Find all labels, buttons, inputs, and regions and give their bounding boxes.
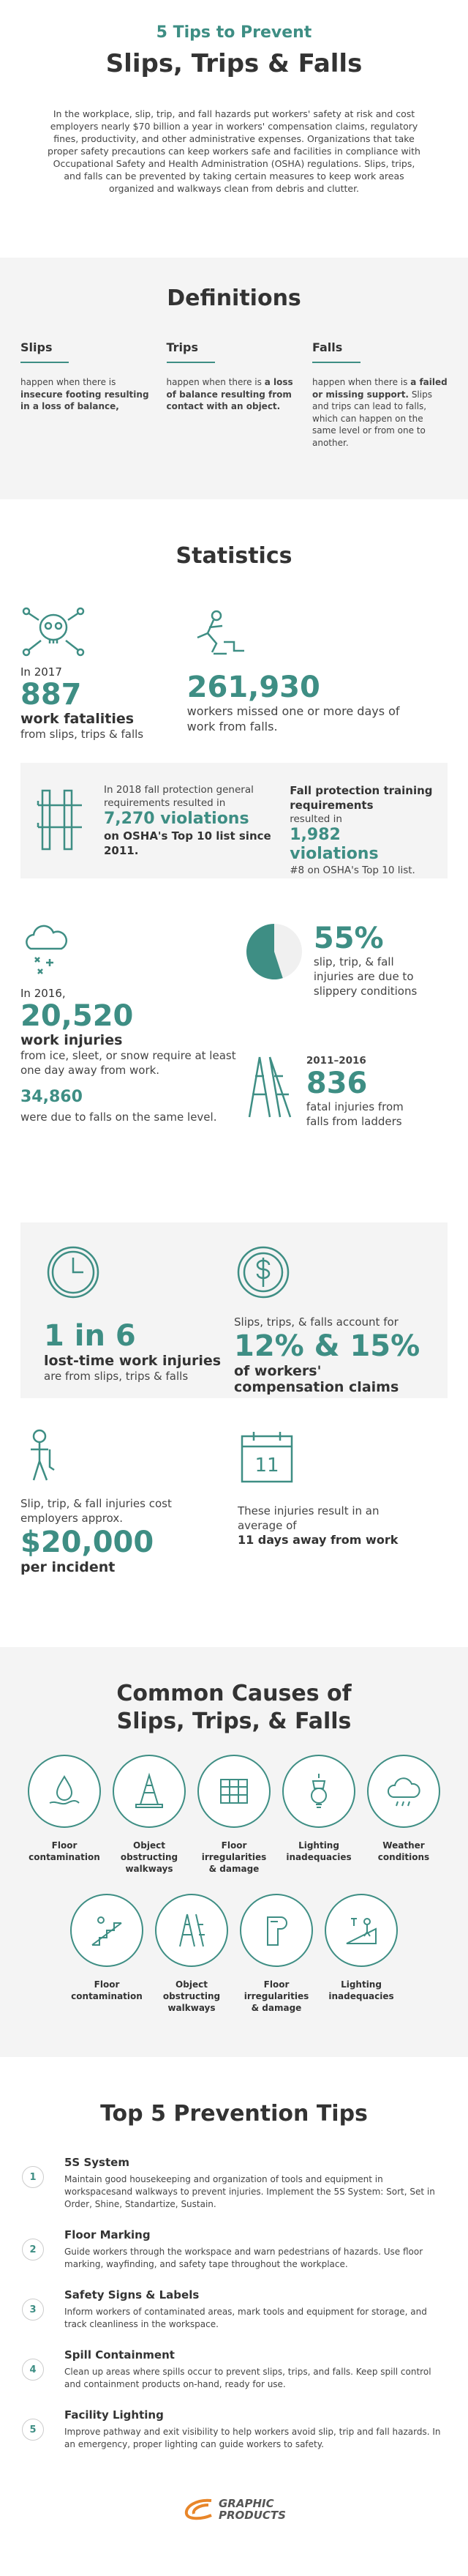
- tip-heading: Floor Marking: [64, 2228, 151, 2241]
- osha-left-number: 7,270 violations: [104, 810, 249, 828]
- tip-text: Improve pathway and exit visibility to help workers avoid slip, trip and fall hazards. In an emergency, proper lighting can guide workers to safety.: [64, 2427, 441, 2449]
- stat-year: In 2017: [20, 665, 62, 679]
- definition-slips: [20, 340, 156, 449]
- tip-item: [0, 2288, 468, 2331]
- osha-violations-box: [20, 763, 448, 878]
- svg-text:11: 11: [254, 1455, 279, 1476]
- tiles-icon: [214, 1771, 254, 1812]
- tip-number: 2: [22, 2239, 44, 2260]
- clock-icon: [44, 1243, 102, 1302]
- footer: [0, 2480, 468, 2539]
- stat-year: In 2016,: [20, 987, 66, 1000]
- osha-right-text: resulted in: [290, 813, 342, 825]
- causes-section: [0, 1647, 468, 2057]
- ramp-icon: [341, 1910, 382, 1951]
- stat-subtext-secondary: were due to falls on the same level.: [20, 1110, 217, 1124]
- injured-worker-icon: [20, 1427, 64, 1486]
- ladder-icon: [171, 1910, 212, 1951]
- cause-item: Floor contamination: [70, 1894, 143, 2014]
- tip-heading: Facility Lighting: [64, 2408, 164, 2422]
- osha-left-sub: on OSHA's Top 10 list since 2011.: [104, 829, 271, 857]
- osha-right-sub: #8 on OSHA's Top 10 list.: [290, 865, 415, 876]
- cause-item: Object obstructing walkways: [113, 1755, 186, 1875]
- spill-icon: [44, 1771, 85, 1812]
- dollar-coin-icon: [234, 1243, 292, 1302]
- logo-swoosh-icon: [182, 2496, 216, 2523]
- tip-text: Maintain good housekeeping and organization of tools and equipment in workspacesand walkways to prevent injuries. Implement the 5S System: Sort, Set in Order, Shine, Standartize, Sustain.: [64, 2174, 435, 2209]
- lost-time-box: [20, 1222, 448, 1398]
- stat-subtext: fatal injuries from falls from ladders: [306, 1100, 404, 1128]
- tip-item: [0, 2348, 468, 2391]
- definitions-title: Definitions: [167, 285, 301, 311]
- stat-number: 261,930: [186, 671, 320, 704]
- barrier-gate-icon: [35, 783, 94, 856]
- cause-item: Floor irregularities & damage: [197, 1755, 271, 1875]
- stat-number-secondary: 34,860: [20, 1088, 83, 1106]
- stat-text: These injuries result in an average of: [237, 1504, 380, 1532]
- definition-trips: [167, 340, 302, 449]
- ladder-icon: [245, 1054, 296, 1120]
- stat-number: $20,000: [20, 1526, 154, 1559]
- cause-item: Floor contamination: [28, 1755, 101, 1875]
- divider: [20, 362, 69, 363]
- mat-icon: [256, 1910, 297, 1951]
- definition-text: happen when there is a failed or missing support. Slips and trips can lead to falls, which can happen on the same level or from one to another.: [312, 377, 448, 448]
- definition-text: happen when there is insecure footing resulting in a loss of balance,: [20, 377, 149, 411]
- tip-number: 4: [22, 2359, 44, 2381]
- snow-cloud-icon: [20, 922, 72, 978]
- tip-text: Clean up areas where spills occur to prevent slips, trips, and falls. Keep spill control and containment products on-hand, ready for use.: [64, 2367, 431, 2389]
- stat-comp-claims: [234, 1243, 424, 1395]
- cause-item: Weather conditions: [367, 1755, 440, 1875]
- statistics-title: Statistics: [176, 543, 292, 569]
- stat-cost: [20, 1427, 238, 1647]
- bulb-icon: [298, 1771, 339, 1812]
- definition-falls: [312, 340, 448, 449]
- tip-item: [0, 2228, 468, 2271]
- tip-number: 5: [22, 2419, 44, 2441]
- falling-worker-icon: [187, 605, 246, 664]
- tip-text: Guide workers through the workspace and warn pedestrians of hazards. Use floor marking, wayfinding, and safety tape throughout the workplace.: [64, 2247, 423, 2269]
- stat-text: Slips, trips, & falls account for: [234, 1315, 399, 1329]
- causes-row: [0, 1894, 468, 2014]
- stat-label: of workers' compensation claims: [234, 1363, 399, 1395]
- definition-heading: Slips: [20, 340, 53, 354]
- header-section: [0, 0, 468, 220]
- stat-fatalities: [20, 605, 187, 741]
- page-title: Slips, Trips & Falls: [105, 49, 363, 78]
- cloud-icon: [383, 1771, 424, 1812]
- stat-number: 20,520: [20, 999, 134, 1033]
- causes-row: [0, 1755, 468, 1875]
- divider: [167, 362, 215, 363]
- pie-55-icon: [245, 922, 303, 981]
- intro-paragraph: In the workplace, slip, trip, and fall hazards put workers' safety at risk and cost employers nearly $70 billion a year in workers' compensation claims, regulatory fines, productivity, and other administrative expenses. Organizations that take proper safety precautions can keep workers safe and facilities in compliance with Occupational Safety and Health Administration (OSHA) regulations. Slips, trips, and falls can be prevented by taking certain measures to keep work areas organized and walkways clean from debris and clutter.: [48, 108, 420, 194]
- cause-item: Object obstructing walkways: [155, 1894, 228, 2014]
- stat-label: work injuries: [20, 1032, 123, 1048]
- stat-number: 55%: [313, 922, 384, 955]
- stat-subtext: from ice, sleet, or snow require at least one day away from work.: [20, 1049, 236, 1077]
- tip-text: Inform workers of contaminated areas, mark tools and equipment for storage, and track cleanliness in the workspace.: [64, 2307, 427, 2329]
- stat-lost-time: [44, 1243, 234, 1383]
- stat-subtext: from slips, trips & falls: [20, 728, 144, 741]
- cause-item: Lighting inadequacies: [325, 1894, 398, 2014]
- stat-slippery: [245, 922, 448, 1032]
- stat-text: Slip, trip, & fall injuries cost employers approx.: [20, 1497, 172, 1525]
- tips-title: Top 5 Prevention Tips: [100, 2101, 368, 2127]
- osha-right-heading: Fall protection training requirements: [290, 784, 433, 812]
- osha-right-number: 1,982 violations: [290, 826, 379, 863]
- divider: [312, 362, 361, 363]
- stat-label: 11 days away from work: [237, 1533, 399, 1547]
- stat-weather-injuries: [20, 922, 238, 1215]
- definitions-section: [0, 258, 468, 499]
- stat-number: 12% & 15%: [234, 1329, 420, 1363]
- stat-number: 1 in 6: [44, 1319, 136, 1353]
- tip-heading: Spill Containment: [64, 2348, 175, 2362]
- tips-section: [0, 2057, 468, 2539]
- stat-years: 2011–2016: [306, 1055, 366, 1067]
- tip-heading: 5S System: [64, 2156, 129, 2169]
- graphic-products-logo: GRAPHIC PRODUCTS: [182, 2496, 286, 2523]
- tip-heading: Safety Signs & Labels: [64, 2288, 200, 2301]
- stat-label: work fatalities: [20, 711, 135, 727]
- cause-item: Lighting inadequacies: [282, 1755, 355, 1875]
- stat-label: per incident: [20, 1559, 116, 1575]
- tip-number: 1: [22, 2166, 44, 2188]
- stat-number: 836: [306, 1067, 368, 1100]
- definition-text: happen when there is a loss of balance resulting from contact with an object.: [166, 377, 293, 411]
- stat-subtext: slip, trip, & fall injuries are due to slippery conditions: [313, 955, 418, 998]
- tip-number: 3: [22, 2299, 44, 2321]
- stat-days-missed: [187, 605, 448, 741]
- cone-icon: [129, 1771, 170, 1812]
- stairs-icon: [86, 1910, 127, 1951]
- tip-item: [0, 2408, 468, 2451]
- tip-item: [0, 2156, 468, 2211]
- stat-subtext: workers missed one or more days of work from falls.: [186, 704, 400, 733]
- causes-title: Common Causes of Slips, Trips, & Falls: [116, 1681, 352, 1734]
- stat-days-away: [238, 1427, 448, 1647]
- stat-subtext: are from slips, trips & falls: [44, 1370, 189, 1383]
- kicker: 5 Tips to Prevent: [156, 23, 312, 42]
- stat-number: 887: [20, 678, 82, 712]
- stat-ladders: [245, 1054, 448, 1129]
- calendar-icon: [238, 1427, 296, 1486]
- statistics-section: [0, 499, 468, 1647]
- skull-crossbones-icon: [20, 605, 86, 657]
- definition-heading: Trips: [166, 340, 199, 354]
- osha-left-text: In 2018 fall protection general requirements resulted in: [104, 784, 254, 809]
- stat-label: lost-time work injuries: [44, 1353, 222, 1369]
- cause-item: Floor irregularities & damage: [240, 1894, 313, 2014]
- definition-heading: Falls: [312, 340, 343, 354]
